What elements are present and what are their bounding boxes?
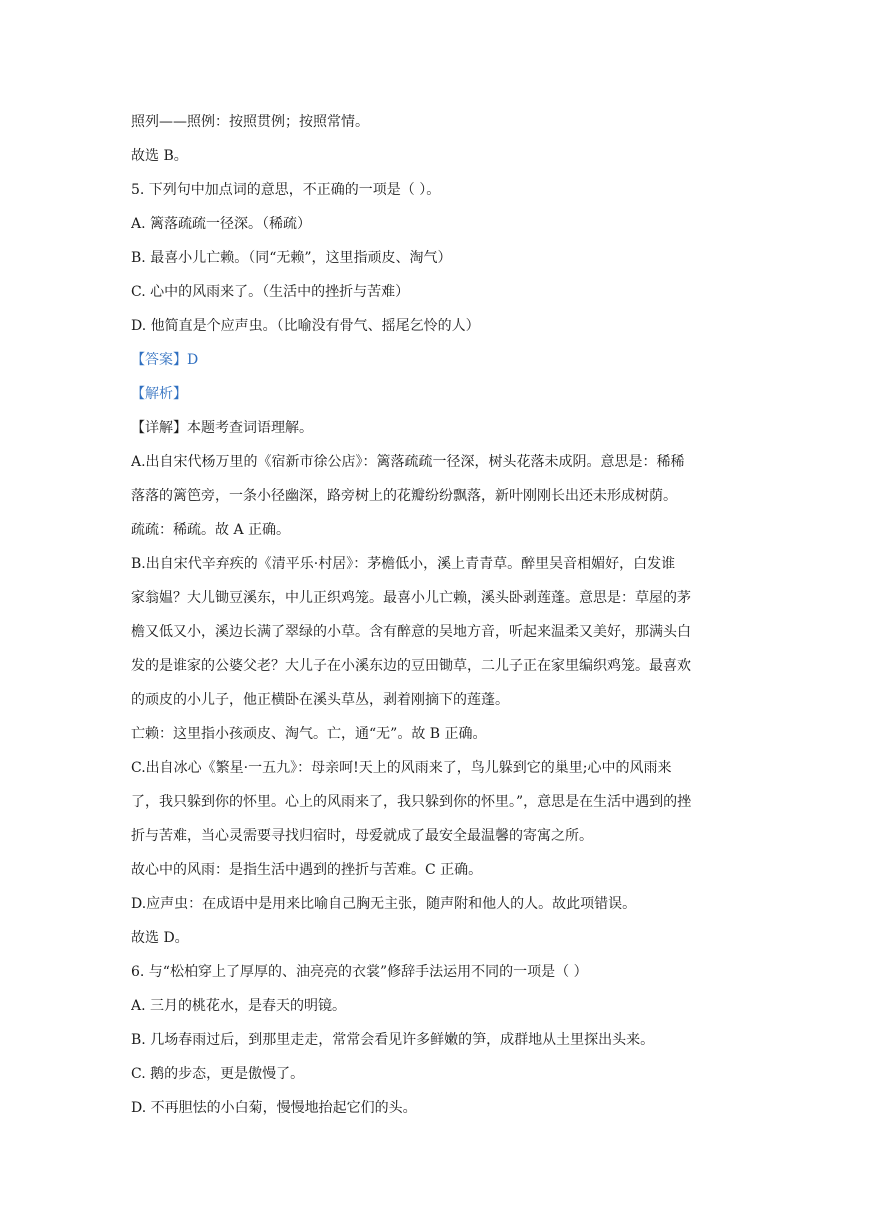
question-6: 6. 与“松柏穿上了厚厚的、油亮亮的衣裳”修辞手法运用不同的一项是（ ） (131, 964, 588, 980)
text-line: 家翁媪？大儿锄豆溪东，中儿正织鸡笼。最喜小儿亡赖，溪头卧剥莲蓬。意思是：草屋的茅 (131, 590, 691, 606)
text-line: B.出自宋代辛弃疾的《清平乐·村居》：茅檐低小，溪上青青草。醉里吴音相媚好，白发谁 (131, 556, 676, 572)
text-line: A.出自宋代杨万里的《宿新市徐公店》：篱落疏疏一径深，树头花落未成阴。意思是：稀稀 (131, 454, 685, 470)
text-line: 照列——照例：按照贯例；按照常情。 (131, 114, 369, 130)
text-line: 檐又低又小，溪边长满了翠绿的小草。含有醉意的吴地方音，听起来温柔又美好，那满头白 (131, 624, 691, 640)
text-line: 的顽皮的小儿子，他正横卧在溪头草丛，剥着刚摘下的莲蓬。 (131, 692, 509, 708)
option-c: C. 鹅的步态，更是傲慢了。 (131, 1066, 305, 1082)
text-line: 了，我只躲到你的怀里。心上的风雨来了，我只躲到你的怀里。”，意思是在生活中遇到的挫 (131, 794, 692, 810)
option-b: B. 几场春雨过后，到那里走走，常常会看见许多鲜嫩的笋，成群地从土里探出头来。 (131, 1032, 655, 1048)
text-line: D.应声虫：在成语中是用来比喻自己胸无主张，随声附和他人的人。故此项错误。 (131, 896, 637, 912)
text-line: 折与苦难，当心灵需要寻找归宿时，母爱就成了最安全最温馨的寄寓之所。 (131, 828, 593, 844)
text-line: 发的是谁家的公婆父老？大儿子在小溪东边的豆田锄草，二儿子正在家里编织鸡笼。最喜欢 (131, 658, 691, 674)
text-line: C.出自冰心《繁星·一五九》：母亲呵!天上的风雨来了，鸟儿躲到它的巢里;心中的风雨来 (131, 760, 672, 776)
text-line: 亡赖：这里指小孩顽皮、淘气。亡，通“无”。故 B 正确。 (131, 726, 487, 742)
option-a: A. 篱落疏疏一径深。（稀疏） (131, 216, 312, 232)
analysis-label: 【解析】 (131, 386, 187, 402)
option-c: C. 心中的风雨来了。（生活中的挫折与苦难） (131, 284, 410, 300)
text-line: 故选 B。 (131, 148, 188, 164)
text-line: 故选 D。 (131, 930, 189, 946)
option-b: B. 最喜小儿亡赖。（同“无赖”，这里指顽皮、淘气） (131, 250, 452, 266)
detail-line: 【详解】本题考查词语理解。 (131, 420, 313, 436)
option-d: D. 他简直是个应声虫。（比喻没有骨气、摇尾乞怜的人） (131, 318, 480, 334)
text-line: 疏疏：稀疏。故 A 正确。 (131, 522, 291, 538)
option-d: D. 不再胆怯的小白菊，慢慢地抬起它们的头。 (131, 1100, 417, 1116)
text-line: 落落的篱笆旁，一条小径幽深，路旁树上的花瓣纷纷飘落，新叶刚刚长出还未形成树荫。 (131, 488, 677, 504)
option-a: A. 三月的桃花水，是春天的明镜。 (131, 998, 347, 1014)
answer-label: 【答案】D (131, 352, 199, 368)
text-line: 故心中的风雨：是指生活中遇到的挫折与苦难。C 正确。 (131, 862, 483, 878)
question-5: 5. 下列句中加点词的意思，不正确的一项是（ ）。 (131, 182, 441, 198)
